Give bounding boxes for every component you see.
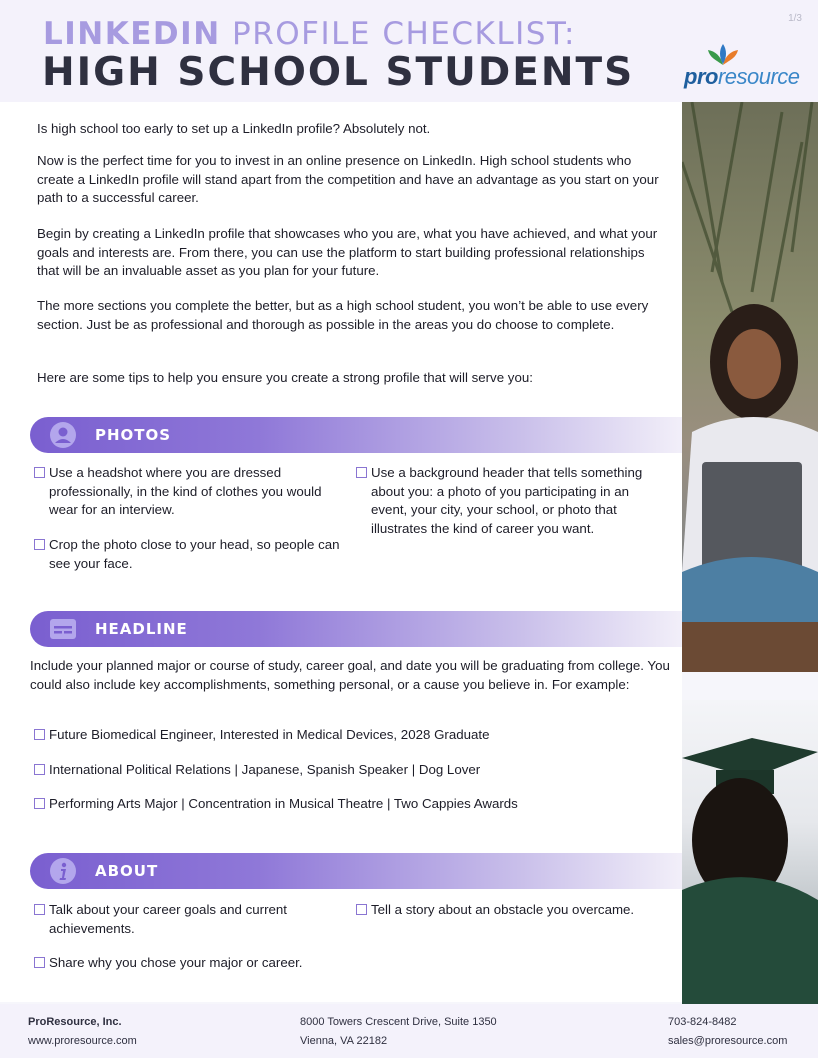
section-title-about: ABOUT: [95, 862, 159, 880]
checkbox[interactable]: [34, 539, 45, 550]
proresource-logo: [684, 44, 808, 92]
section-bar-about: [30, 853, 682, 889]
section-title-photos: PHOTOS: [95, 426, 172, 444]
checklist-item: Share why you chose your major or career.: [34, 954, 344, 973]
page-header: [0, 0, 818, 102]
person-icon: [50, 422, 76, 448]
leaf-logo-icon: [706, 44, 740, 66]
document-title: LINKEDIN PROFILE CHECKLIST:: [43, 16, 576, 52]
headline-description: Include your planned major or course of study, career goal, and date you will be graduating from college. You could also include key accomplishments, something personal, or a cause you believe in. For example:: [30, 658, 670, 692]
section-title-headline: HEADLINE: [95, 620, 188, 638]
website-link[interactable]: www.proresource.com: [28, 1035, 137, 1047]
graduate-photo: [682, 700, 818, 1004]
address-line2: Vienna, VA 22182: [300, 1035, 388, 1047]
checklist-item: Future Biomedical Engineer, Interested in Medical Devices, 2028 Graduate: [34, 726, 654, 745]
checkbox[interactable]: [34, 904, 45, 915]
checklist-item: International Political Relations | Japanese, Spanish Speaker | Dog Lover: [34, 761, 654, 780]
logo-wordmark: proresource: [684, 64, 800, 89]
page-number: 1/3: [788, 13, 802, 24]
address-line1: 8000 Towers Crescent Drive, Suite 1350: [300, 1016, 497, 1028]
page-footer: [0, 1004, 818, 1058]
email-link[interactable]: sales@proresource.com: [668, 1035, 788, 1047]
checklist-item: Use a headshot where you are dressed professionally, in the kind of clothes you would wear for an interview.: [34, 464, 344, 520]
intro-paragraph: The more sections you complete the better, but as a high school student, you won’t be able to use every section. Just be as professional and thorough as possible in the areas you do choose to complete.: [37, 298, 649, 332]
checkbox[interactable]: [34, 957, 45, 968]
intro-paragraph: Is high school too early to set up a LinkedIn profile? Absolutely not.: [37, 121, 431, 136]
checkbox[interactable]: [356, 467, 367, 478]
checklist-item: Use a background header that tells something about you: a photo of you participating in an event, your city, your school, or photo that illustrates the kind of career you want.: [356, 464, 666, 538]
id-card-icon: [50, 616, 76, 642]
company-name: ProResource, Inc.: [28, 1016, 122, 1028]
student-laptop-photo: [682, 102, 818, 672]
phone-number: 703-824-8482: [668, 1016, 737, 1028]
info-icon: [50, 858, 76, 884]
graduate-illustration: [682, 700, 818, 1004]
checklist-item: Talk about your career goals and current achievements.: [34, 901, 344, 938]
checklist-item: Crop the photo close to your head, so people can see your face.: [34, 536, 344, 573]
student-laptop-illustration: [682, 102, 818, 672]
intro-paragraph: Now is the perfect time for you to invest in an online presence on LinkedIn. High school students who create a LinkedIn profile will stand apart from the competition and have an advantage as you start on your path to a successful career.: [37, 153, 659, 205]
checkbox[interactable]: [34, 729, 45, 740]
checkbox[interactable]: [356, 904, 367, 915]
checkbox[interactable]: [34, 798, 45, 809]
checkbox[interactable]: [34, 467, 45, 478]
intro-paragraph: Here are some tips to help you ensure you create a strong profile that will serve you:: [37, 370, 533, 385]
document-subtitle: HIGH SCHOOL STUDENTS: [42, 50, 635, 95]
checklist-item: Tell a story about an obstacle you overcame.: [356, 901, 666, 920]
checkbox[interactable]: [34, 764, 45, 775]
section-bar-photos: [30, 417, 682, 453]
intro-paragraph: Begin by creating a LinkedIn profile that showcases who you are, what you have achieved, and what your goals and interests are. From there, you can use the platform to start building professional relationships that will be an invaluable asset as you plan for your future.: [37, 226, 658, 278]
checklist-item: Performing Arts Major | Concentration in Musical Theatre | Two Cappies Awards: [34, 795, 654, 814]
section-bar-headline: [30, 611, 682, 647]
